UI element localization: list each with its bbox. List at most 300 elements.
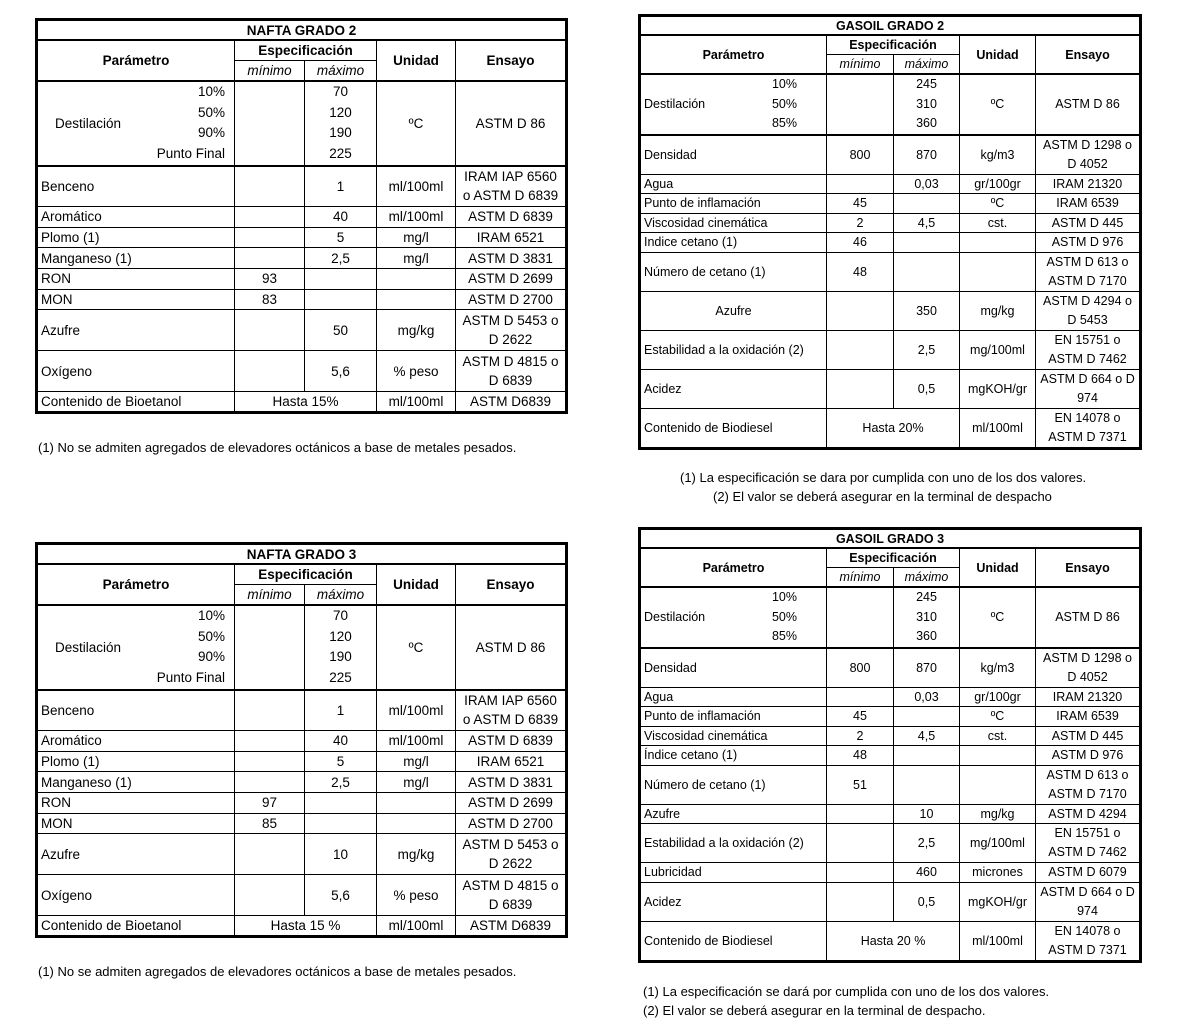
ensayo: IRAM 21320: [1036, 687, 1141, 707]
spec-max: 0,03: [894, 687, 960, 707]
table-title: GASOIL GRADO 2: [640, 16, 1141, 36]
header-ensayo: Ensayo: [1036, 548, 1141, 587]
spec-min: [827, 330, 894, 369]
spec-max: [305, 268, 377, 289]
destilacion-min: [827, 74, 894, 135]
header-ensayo: Ensayo: [456, 40, 567, 81]
unidad: [377, 792, 456, 813]
header-parametro: Parámetro: [640, 35, 827, 74]
ensayo-line-2: D 4052: [1067, 156, 1108, 171]
ensayo: IRAM 6539: [1036, 707, 1141, 727]
spec-min: [827, 369, 894, 408]
ensayo: IRAM 21320: [1036, 174, 1141, 194]
unidad: ml/100ml: [377, 731, 456, 752]
ensayo: ASTM D 976: [1036, 746, 1141, 766]
ensayo-line-1: ASTM D 664 o D: [1040, 884, 1135, 899]
destilacion-max-value: 225: [329, 146, 352, 162]
destilacion-point: 90%: [197, 125, 225, 141]
ensayo: ASTM D 2699: [456, 268, 567, 289]
table-title: NAFTA GRADO 2: [37, 20, 567, 41]
unidad: [960, 765, 1036, 804]
spec-min: 48: [827, 252, 894, 291]
destilacion-max: [305, 81, 377, 165]
param-name: Oxígeno: [37, 875, 235, 916]
destilacion-max-value: 190: [329, 125, 352, 141]
spec-min: 2: [827, 726, 894, 746]
destilacion-cell: [640, 587, 827, 648]
spec-min: [235, 227, 305, 248]
destilacion-label: Destilación: [55, 639, 122, 655]
ensayo: [1036, 648, 1141, 688]
nafta-grado-3-note: (1) No se admiten agregados de elevadores octánicos a base de metales pesados.: [38, 964, 517, 979]
destilacion-max-value: 360: [916, 629, 937, 643]
destilacion-unidad: ºC: [377, 605, 456, 689]
nafta-grado-2-note: (1) No se admiten agregados de elevadores octánicos a base de metales pesados.: [38, 440, 517, 455]
ensayo: [456, 166, 567, 207]
destilacion-max-value: 70: [332, 84, 349, 100]
param-name: Viscosidad cinemática: [640, 726, 827, 746]
destilacion-cell: [37, 605, 235, 689]
bio-spec: Hasta 15%: [235, 392, 377, 413]
spec-max: [894, 746, 960, 766]
param-name: Oxígeno: [37, 351, 235, 392]
destilacion-max-value: 245: [916, 590, 937, 604]
destilacion-min: [235, 81, 305, 165]
ensayo: ASTM D 3831: [456, 772, 567, 793]
ensayo: [1036, 252, 1141, 291]
spec-min: [235, 834, 305, 875]
destilacion-point: 10%: [771, 590, 797, 604]
header-ensayo: Ensayo: [1036, 35, 1141, 74]
bio-param: Contenido de Bioetanol: [37, 392, 235, 413]
unidad: cst.: [960, 213, 1036, 233]
param-name: Aromático: [37, 207, 235, 228]
ensayo-line-2: ASTM D 7170: [1048, 786, 1127, 801]
gasoil-grado-2-table: [638, 14, 1142, 450]
ensayo: ASTM D 2699: [456, 792, 567, 813]
spec-max: 10: [894, 804, 960, 824]
destilacion-ensayo: ASTM D 86: [1036, 587, 1141, 648]
destilacion-point: 10%: [197, 608, 225, 624]
unidad: % peso: [377, 875, 456, 916]
header-maximo: máximo: [894, 55, 960, 75]
param-name: Estabilidad a la oxidación (2): [640, 824, 827, 863]
unidad: ml/100ml: [377, 166, 456, 207]
spec-min: [827, 174, 894, 194]
spec-max: [305, 813, 377, 834]
ensayo: ASTM D 4294: [1036, 804, 1141, 824]
destilacion-label: Destilación: [55, 115, 122, 131]
unidad: % peso: [377, 351, 456, 392]
param-name: Azufre: [37, 310, 235, 351]
spec-max: 40: [305, 731, 377, 752]
destilacion-point: 90%: [197, 649, 225, 665]
spec-min: [235, 310, 305, 351]
ensayo-line-2: o ASTM D 6839: [462, 712, 559, 728]
destilacion-point: 50%: [197, 628, 225, 644]
ensayo-line-2: ASTM D 7462: [1048, 351, 1127, 366]
ensayo-line-1: ASTM D 5453 o: [462, 837, 559, 853]
param-name: Agua: [640, 174, 827, 194]
bio-unidad: ml/100ml: [960, 921, 1036, 961]
spec-max: 0,5: [894, 369, 960, 408]
spec-max: 2,5: [305, 248, 377, 269]
param-name: Azufre: [37, 834, 235, 875]
ensayo: ASTM D 2700: [456, 289, 567, 310]
spec-min: [827, 291, 894, 330]
bio-spec: Hasta 20%: [827, 408, 960, 448]
spec-min: [235, 690, 305, 731]
param-name: Plomo (1): [37, 227, 235, 248]
spec-min: 93: [235, 268, 305, 289]
ensayo-line-2: D 6839: [488, 373, 533, 389]
spec-min: [235, 351, 305, 392]
spec-max: [894, 252, 960, 291]
ensayo-line-2: D 5453: [1067, 312, 1108, 327]
spec-min: 2: [827, 213, 894, 233]
destilacion-max-value: 310: [916, 96, 937, 111]
header-maximo: máximo: [305, 585, 377, 606]
destilacion-max-value: 225: [329, 670, 352, 686]
spec-min: 46: [827, 233, 894, 253]
ensayo-line-2: o ASTM D 6839: [462, 188, 559, 204]
destilacion-max-value: 190: [329, 649, 352, 665]
unidad: kg/m3: [960, 135, 1036, 175]
ensayo: ASTM D 3831: [456, 248, 567, 269]
spec-min: [827, 824, 894, 863]
spec-max: 2,5: [894, 824, 960, 863]
ensayo: IRAM 6539: [1036, 194, 1141, 214]
unidad: [960, 746, 1036, 766]
param-name: Manganeso (1): [37, 772, 235, 793]
param-name: Estabilidad a la oxidación (2): [640, 330, 827, 369]
spec-max: 5: [305, 227, 377, 248]
spec-max: [894, 707, 960, 727]
param-name: Número de cetano (1): [640, 252, 827, 291]
spec-min: 85: [235, 813, 305, 834]
ensayo-line-1: ASTM D 613 o: [1046, 767, 1129, 782]
ensayo-line-1: ASTM D 4815 o: [462, 878, 559, 894]
unidad: mg/kg: [960, 291, 1036, 330]
param-name: Densidad: [640, 648, 827, 688]
param-name: Indice cetano (1): [640, 233, 827, 253]
unidad: [377, 268, 456, 289]
destilacion-ensayo: ASTM D 86: [456, 605, 567, 689]
unidad: gr/100gr: [960, 174, 1036, 194]
spec-max: 40: [305, 207, 377, 228]
ensayo: [456, 351, 567, 392]
unidad: [377, 289, 456, 310]
ensayo-line-1: ASTM D 613 o: [1046, 254, 1129, 269]
bio-unidad: ml/100ml: [377, 392, 456, 413]
spec-max: 460: [894, 863, 960, 883]
param-name: Acidez: [640, 369, 827, 408]
spec-max: [305, 792, 377, 813]
spec-min: 800: [827, 135, 894, 175]
spec-max: 4,5: [894, 213, 960, 233]
unidad: [377, 813, 456, 834]
header-especificacion: Especificación: [827, 35, 960, 55]
param-name: Agua: [640, 687, 827, 707]
destilacion-point: 10%: [771, 77, 797, 91]
unidad: mg/100ml: [960, 330, 1036, 369]
bio-unidad: ml/100ml: [377, 916, 456, 937]
gasoil-grado-3-note-2: (2) El valor se deberá asegurar en la terminal de despacho.: [643, 1003, 986, 1018]
ensayo: [1036, 291, 1141, 330]
destilacion-max-value: 360: [916, 116, 937, 130]
bio-ensayo-line-1: EN 14078 o: [1054, 923, 1121, 938]
spec-min: [235, 166, 305, 207]
spec-max: 350: [894, 291, 960, 330]
unidad: ºC: [960, 194, 1036, 214]
spec-min: 83: [235, 289, 305, 310]
unidad: cst.: [960, 726, 1036, 746]
spec-max: 5,6: [305, 351, 377, 392]
spec-max: [894, 765, 960, 804]
spec-max: [305, 289, 377, 310]
bio-param: Contenido de Bioetanol: [37, 916, 235, 937]
param-name: Manganeso (1): [37, 248, 235, 269]
ensayo: IRAM 6521: [456, 751, 567, 772]
nafta-grado-3-table: [35, 542, 568, 938]
ensayo-line-2: D 6839: [488, 897, 533, 913]
ensayo: ASTM D 6839: [456, 731, 567, 752]
spec-min: [235, 248, 305, 269]
spec-max: 1: [305, 690, 377, 731]
spec-min: [827, 882, 894, 921]
header-minimo: mínimo: [235, 585, 305, 606]
header-minimo: mínimo: [827, 568, 894, 588]
unidad: mgKOH/gr: [960, 882, 1036, 921]
destilacion-unidad: ºC: [377, 81, 456, 165]
unidad: mg/l: [377, 248, 456, 269]
destilacion-cell: [37, 81, 235, 165]
ensayo-line-2: ASTM D 7462: [1048, 845, 1127, 859]
ensayo: [1036, 369, 1141, 408]
unidad: mg/100ml: [960, 824, 1036, 863]
unidad: mg/kg: [377, 310, 456, 351]
param-name: Punto de inflamación: [640, 194, 827, 214]
destilacion-max: [305, 605, 377, 689]
spec-max: 10: [305, 834, 377, 875]
param-name: MON: [37, 813, 235, 834]
nafta-grado-2-table: [35, 18, 568, 414]
ensayo-line-1: EN 15751 o: [1054, 826, 1121, 840]
ensayo: [456, 875, 567, 916]
spec-max: 2,5: [305, 772, 377, 793]
param-name: Azufre: [640, 291, 827, 330]
ensayo: ASTM D 976: [1036, 233, 1141, 253]
param-name: RON: [37, 268, 235, 289]
bio-ensayo-line-2: ASTM D 7371: [1048, 429, 1127, 444]
ensayo-line-2: D 2622: [488, 856, 533, 872]
destilacion-cell: [640, 74, 827, 135]
header-especificacion: Especificación: [235, 564, 377, 585]
spec-max: 50: [305, 310, 377, 351]
unidad: gr/100gr: [960, 687, 1036, 707]
spec-min: [827, 863, 894, 883]
bio-ensayo: ASTM D6839: [456, 392, 567, 413]
param-name: Densidad: [640, 135, 827, 175]
ensayo: ASTM D 6079: [1036, 863, 1141, 883]
param-name: Benceno: [37, 690, 235, 731]
destilacion-max: [894, 587, 960, 648]
ensayo-line-2: D 4052: [1067, 669, 1108, 684]
gasoil-grado-2-note-2: (2) El valor se deberá asegurar en la terminal de despacho: [713, 489, 1052, 504]
ensayo-line-1: IRAM IAP 6560: [464, 169, 557, 185]
ensayo: [1036, 765, 1141, 804]
ensayo: [456, 310, 567, 351]
unidad: micrones: [960, 863, 1036, 883]
header-maximo: máximo: [305, 61, 377, 82]
unidad: mg/l: [377, 227, 456, 248]
spec-max: 0,5: [894, 882, 960, 921]
header-ensayo: Ensayo: [456, 564, 567, 605]
ensayo-line-2: 974: [1077, 903, 1098, 918]
ensayo-line-1: ASTM D 1298 o: [1043, 137, 1132, 152]
header-unidad: Unidad: [960, 35, 1036, 74]
header-minimo: mínimo: [827, 55, 894, 75]
unidad: mg/kg: [377, 834, 456, 875]
unidad: ºC: [960, 707, 1036, 727]
header-parametro: Parámetro: [37, 40, 235, 81]
unidad: mgKOH/gr: [960, 369, 1036, 408]
spec-max: 870: [894, 648, 960, 688]
spec-max: 870: [894, 135, 960, 175]
spec-max: 1: [305, 166, 377, 207]
param-name: MON: [37, 289, 235, 310]
destilacion-min: [827, 587, 894, 648]
destilacion-max-value: 310: [916, 609, 937, 624]
bio-param: Contenido de Biodiesel: [640, 921, 827, 961]
bio-ensayo: [1036, 921, 1141, 961]
destilacion-unidad: ºC: [960, 587, 1036, 648]
spec-min: [827, 804, 894, 824]
param-name: Punto de inflamación: [640, 707, 827, 727]
table-title: GASOIL GRADO 3: [640, 529, 1141, 549]
ensayo-line-1: ASTM D 1298 o: [1043, 650, 1132, 665]
param-name: Azufre: [640, 804, 827, 824]
destilacion-max-value: 245: [916, 77, 937, 91]
spec-max: 2,5: [894, 330, 960, 369]
bio-spec: Hasta 15 %: [235, 916, 377, 937]
destilacion-point: 50%: [771, 609, 797, 624]
header-parametro: Parámetro: [37, 564, 235, 605]
destilacion-max-value: 70: [332, 608, 349, 624]
ensayo: [1036, 330, 1141, 369]
spec-max: 4,5: [894, 726, 960, 746]
spec-min: 800: [827, 648, 894, 688]
param-name: Lubricidad: [640, 863, 827, 883]
param-name: Número de cetano (1): [640, 765, 827, 804]
spec-max: 0,03: [894, 174, 960, 194]
spec-max: 5,6: [305, 875, 377, 916]
spec-min: [235, 207, 305, 228]
ensayo: [456, 834, 567, 875]
ensayo-line-2: D 2622: [488, 332, 533, 348]
spec-max: [894, 233, 960, 253]
param-name: Acidez: [640, 882, 827, 921]
ensayo: [1036, 824, 1141, 863]
bio-unidad: ml/100ml: [960, 408, 1036, 448]
ensayo: ASTM D 445: [1036, 213, 1141, 233]
ensayo: [456, 690, 567, 731]
spec-min: [235, 875, 305, 916]
ensayo: ASTM D 2700: [456, 813, 567, 834]
param-name: Aromático: [37, 731, 235, 752]
param-name: RON: [37, 792, 235, 813]
gasoil-grado-2-note-1: (1) La especificación se dara por cumplida con uno de los dos valores.: [680, 470, 1087, 485]
destilacion-point: 50%: [197, 104, 225, 120]
bio-ensayo-line-2: ASTM D 7371: [1048, 942, 1127, 957]
ensayo-line-2: ASTM D 7170: [1048, 273, 1127, 288]
spec-min: [235, 772, 305, 793]
spec-min: [827, 687, 894, 707]
param-name: Índice cetano (1): [640, 746, 827, 766]
destilacion-ensayo: ASTM D 86: [1036, 74, 1141, 135]
spec-min: [235, 751, 305, 772]
table-title: NAFTA GRADO 3: [37, 544, 567, 565]
unidad: [960, 233, 1036, 253]
spec-min: 48: [827, 746, 894, 766]
spec-min: 45: [827, 707, 894, 727]
destilacion-max-value: 120: [329, 628, 352, 644]
unidad: ml/100ml: [377, 690, 456, 731]
ensayo-line-1: ASTM D 4294 o: [1043, 293, 1132, 308]
header-parametro: Parámetro: [640, 548, 827, 587]
unidad: mg/l: [377, 772, 456, 793]
ensayo-line-1: ASTM D 664 o D: [1040, 371, 1135, 386]
ensayo: IRAM 6521: [456, 227, 567, 248]
unidad: mg/l: [377, 751, 456, 772]
header-unidad: Unidad: [960, 548, 1036, 587]
spec-max: 5: [305, 751, 377, 772]
destilacion-max: [894, 74, 960, 135]
ensayo: ASTM D 6839: [456, 207, 567, 228]
spec-min: 97: [235, 792, 305, 813]
destilacion-unidad: ºC: [960, 74, 1036, 135]
param-name: Plomo (1): [37, 751, 235, 772]
spec-min: 45: [827, 194, 894, 214]
ensayo-line-1: EN 15751 o: [1054, 332, 1121, 347]
ensayo: ASTM D 445: [1036, 726, 1141, 746]
bio-param: Contenido de Biodiesel: [640, 408, 827, 448]
ensayo-line-1: IRAM IAP 6560: [464, 693, 557, 709]
ensayo-line-1: ASTM D 4815 o: [462, 354, 559, 370]
destilacion-point: 10%: [197, 84, 225, 100]
destilacion-ensayo: ASTM D 86: [456, 81, 567, 165]
header-maximo: máximo: [894, 568, 960, 588]
destilacion-max-value: 120: [329, 104, 352, 120]
spec-min: [235, 731, 305, 752]
unidad: mg/kg: [960, 804, 1036, 824]
gasoil-grado-3-table: [638, 527, 1142, 963]
destilacion-point: 50%: [771, 96, 797, 111]
destilacion-label: Destilación: [644, 610, 706, 625]
ensayo-line-2: 974: [1077, 390, 1098, 405]
ensayo: [1036, 882, 1141, 921]
header-especificacion: Especificación: [235, 40, 377, 61]
param-name: Viscosidad cinemática: [640, 213, 827, 233]
header-especificacion: Especificación: [827, 548, 960, 568]
param-name: Benceno: [37, 166, 235, 207]
destilacion-label: Destilación: [644, 97, 706, 112]
bio-ensayo: [1036, 408, 1141, 448]
header-unidad: Unidad: [377, 564, 456, 605]
bio-spec: Hasta 20 %: [827, 921, 960, 961]
spec-min: 51: [827, 765, 894, 804]
destilacion-point: 85%: [771, 116, 797, 130]
